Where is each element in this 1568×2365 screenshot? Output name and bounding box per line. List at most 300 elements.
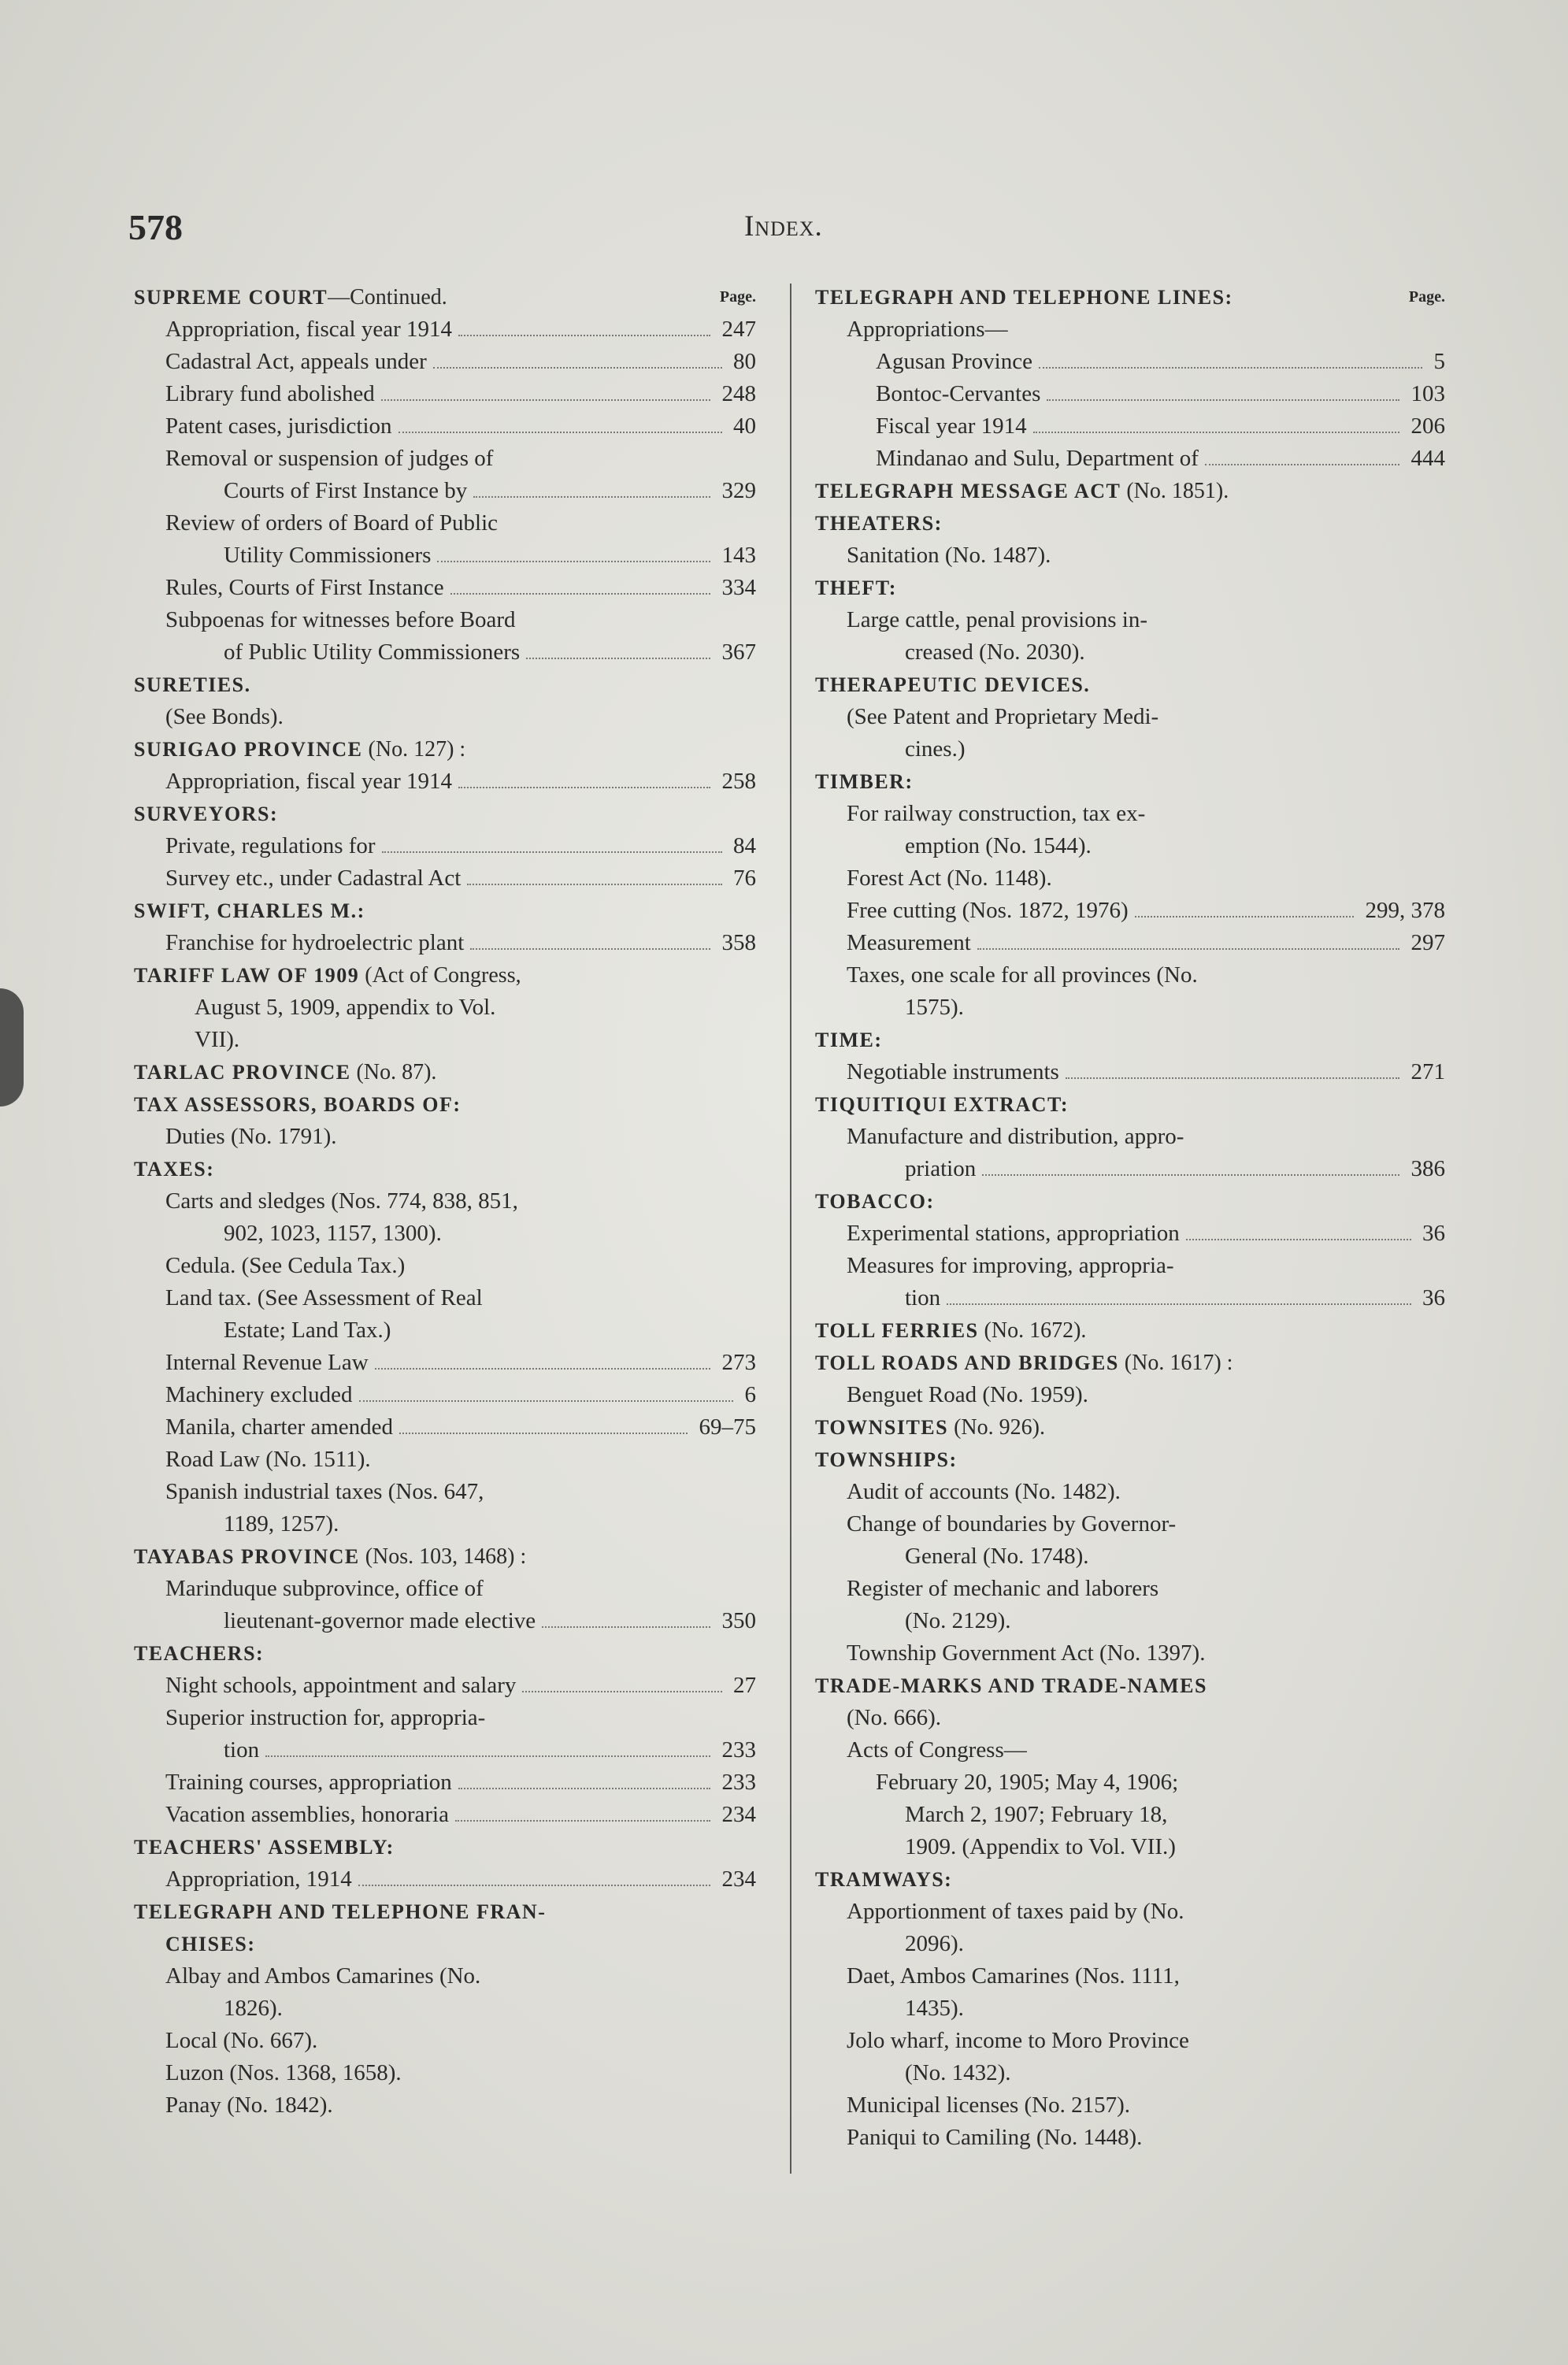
entry-text: Patent cases, jurisdiction [165,413,392,439]
index-entry [134,701,756,733]
index-entry [134,765,756,798]
index-entry [134,1670,756,1702]
heading-note: (No. 1617) : [1118,1351,1233,1375]
entry-text: Appropriation, 1914 [165,1866,352,1892]
entry-text: Sanitation (No. 1487). [847,543,1051,568]
entry-text: 1826). [224,1996,283,2021]
index-entry [134,1734,756,1766]
index-entry [815,346,1445,378]
leader-dots [467,874,722,885]
entry-text: Taxes, one scale for all provinces (No. [847,962,1198,988]
page-reference: 40 [733,413,756,439]
index-heading [134,798,756,830]
page-reference: 27 [733,1673,756,1698]
entry-text: (See Bonds). [165,704,284,729]
entry-text: Manila, charter amended [165,1414,394,1440]
index-entry [134,992,756,1024]
index-entry [134,1218,756,1250]
index-entry [134,1444,756,1476]
leader-dots [358,1875,710,1886]
entry-text: Rules, Courts of First Instance [165,575,444,600]
entry-text: (No. 666). [847,1705,942,1730]
index-entry [134,1573,756,1605]
heading-text: TEACHERS' ASSEMBLY: [134,1836,395,1859]
index-entry [134,636,756,669]
index-entry [815,1573,1445,1605]
index-heading [815,1411,1445,1444]
page-reference: 233 [721,1737,756,1763]
entry-text: Local (No. 667). [165,2028,318,2053]
index-entry [815,862,1445,895]
index-entry [815,378,1445,410]
index-entry [815,1476,1445,1508]
entry-text: Internal Revenue Law [165,1350,369,1375]
page-reference: 273 [721,1350,756,1375]
index-heading [815,1088,1445,1121]
index-heading [134,1928,756,1960]
index-entry [134,507,756,539]
index-entry [815,636,1445,669]
leader-dots [265,1746,710,1757]
leader-dots [381,390,710,401]
page-reference: 36 [1422,1221,1445,1246]
entry-text: Bontoc-Cervantes [876,381,1041,406]
heading-text: TOLL ROADS AND BRIDGES [815,1351,1119,1374]
entry-text: tion [224,1737,260,1763]
index-heading [815,1444,1445,1476]
index-heading [815,765,1445,798]
entry-text: Cedula. (See Cedula Tax.) [165,1253,406,1278]
index-entry [815,1992,1445,2025]
leader-dots [1039,358,1422,369]
entry-text: 2096). [905,1931,964,1956]
index-entry [134,443,756,475]
entry-text: Franchise for hydroelectric plant [165,930,465,955]
heading-text: THERAPEUTIC DEVICES. [815,673,1091,696]
page-reference: 143 [721,543,756,568]
leader-dots [375,1359,710,1370]
index-entry [134,1411,756,1444]
index-heading [134,1056,756,1088]
page-reference: 76 [733,866,756,891]
entry-text: Agusan Province [876,349,1032,374]
page-reference: 299, 378 [1365,898,1445,923]
entry-text: 1189, 1257). [224,1511,339,1537]
heading-note: —Continued. [328,285,447,310]
entry-text: emption (No. 1544). [905,833,1092,858]
page-reference: 358 [721,930,756,955]
entry-text: Panay (No. 1842). [165,2093,333,2118]
entry-text: cines.) [905,736,966,762]
entry-text: (No. 1432). [905,2060,1011,2085]
page-reference: 5 [1433,349,1445,374]
index-entry [815,604,1445,636]
index-entry [815,1831,1445,1863]
index-heading [134,1153,756,1185]
index-entry [815,798,1445,830]
entry-text: Change of boundaries by Governor- [847,1511,1177,1537]
entry-text: priation [905,1156,977,1181]
heading-text: TIME: [815,1029,883,1051]
page-reference: 297 [1410,930,1445,955]
index-entry [815,895,1445,927]
page-reference: 69–75 [699,1414,756,1440]
entry-text: Utility Commissioners [224,543,432,568]
entry-text: Luzon (Nos. 1368, 1658). [165,2060,402,2085]
index-entry [815,1250,1445,1282]
running-head-text: Index. [744,210,823,243]
index-entry [134,378,756,410]
entry-text: Duties (No. 1791). [165,1124,337,1149]
leader-dots [458,777,710,788]
index-entry [134,2057,756,2089]
index-heading [134,1540,756,1573]
index-heading [815,1670,1445,1702]
entry-text: Review of orders of Board of Public [165,510,499,536]
leader-dots [455,1811,710,1822]
entry-text: Measures for improving, appropria- [847,1253,1174,1278]
entry-text: (No. 2129). [905,1608,1011,1633]
index-heading [134,1088,756,1121]
heading-note: (Nos. 103, 1468) : [359,1544,527,1569]
index-heading [815,475,1445,507]
heading-note: (No. 1851). [1121,479,1229,503]
index-entry [134,830,756,862]
index-entry [815,1960,1445,1992]
entry-text: 1435). [905,1996,964,2021]
heading-text: TOWNSITES [815,1416,949,1439]
index-heading [134,281,756,313]
page-reference: 367 [721,639,756,665]
page-reference: 247 [721,317,756,342]
page-reference: 334 [721,575,756,600]
leader-dots [947,1294,1411,1305]
entry-text: Road Law (No. 1511). [165,1447,371,1472]
entry-text: Appropriation, fiscal year 1914 [165,769,453,794]
leader-dots [359,1391,733,1402]
index-heading [815,1185,1445,1218]
index-heading [134,959,756,992]
heading-text: TIQUITIQUI EXTRACT: [815,1093,1069,1116]
leader-dots [398,422,722,433]
page-reference: 233 [721,1770,756,1795]
index-heading [134,1831,756,1863]
leader-dots [470,939,710,950]
heading-text: TAX ASSESSORS, BOARDS OF: [134,1093,462,1116]
entry-text: Municipal licenses (No. 2157). [847,2093,1131,2118]
page-reference: 234 [721,1866,756,1892]
index-entry [134,1960,756,1992]
index-entry [134,2089,756,2122]
index-entry [815,313,1445,346]
entry-text: Estate; Land Tax.) [224,1318,391,1343]
heading-text: SURETIES. [134,673,251,696]
heading-text: TOBACCO: [815,1190,935,1213]
page-number: 578 [128,207,183,247]
heading-text: TELEGRAPH AND TELEPHONE FRAN- [134,1900,547,1923]
page-reference: 248 [721,381,756,406]
index-entry [134,1605,756,1637]
entry-text: Forest Act (No. 1148). [847,866,1052,891]
index-entry [134,313,756,346]
entry-text: of Public Utility Commissioners [224,639,521,665]
leader-dots [399,1423,688,1434]
entry-text: Subpoenas for witnesses before Board [165,607,516,632]
page-edge-blot [0,988,24,1107]
index-entry [815,1605,1445,1637]
leader-dots [473,487,710,498]
entry-text: Mindanao and Sulu, Department of [876,446,1199,471]
index-heading [815,1863,1445,1896]
index-entry [815,1218,1445,1250]
index-entry [815,2025,1445,2057]
leader-dots [542,1617,710,1628]
page-reference: 6 [744,1382,756,1407]
index-entry [815,1928,1445,1960]
index-entry [815,927,1445,959]
entry-text: Superior instruction for, appropria- [165,1705,486,1730]
entry-text: Survey etc., under Cadastral Act [165,866,462,891]
index-heading [815,572,1445,604]
entry-text: Daet, Ambos Camarines (Nos. 1111, [847,1963,1180,1989]
index-entry [134,1347,756,1379]
entry-text: Negotiable instruments [847,1059,1059,1084]
page-reference: 36 [1422,1285,1445,1310]
entry-text: 1575). [905,995,964,1020]
leader-dots [1205,454,1399,465]
entry-text: Appropriation, fiscal year 1914 [165,317,453,342]
index-entry [134,1250,756,1282]
page-reference: 80 [733,349,756,374]
heading-text: TRADE-MARKS AND TRADE-NAMES [815,1674,1207,1697]
index-heading [815,1314,1445,1347]
index-entry [134,346,756,378]
index-entry [815,1153,1445,1185]
index-entry [815,443,1445,475]
column-divider [790,284,791,2174]
entry-text: Vacation assemblies, honoraria [165,1802,449,1827]
heading-text: SURIGAO PROVINCE [134,738,363,761]
entry-text: Removal or suspension of judges of [165,446,494,471]
entry-text: Apportionment of taxes paid by (No. [847,1899,1184,1924]
entry-text: Courts of First Instance by [224,478,468,503]
heading-text: TIMBER: [815,770,914,793]
index-entry [134,1379,756,1411]
entry-text: creased (No. 2030). [905,639,1085,665]
leader-dots [522,1681,722,1692]
index-entry [134,2025,756,2057]
page-reference: 258 [721,769,756,794]
index-heading [815,1024,1445,1056]
entry-text: VII). [195,1027,240,1052]
index-heading [815,669,1445,701]
entry-text: Township Government Act (No. 1397). [847,1640,1206,1666]
page-column-header: Page. [719,288,756,306]
entry-text: Night schools, appointment and salary [165,1673,517,1698]
entry-text: Measurement [847,930,971,955]
heading-note: (No. 926). [948,1415,1045,1440]
page-reference: 84 [733,833,756,858]
leader-dots [433,358,722,369]
entry-text: Appropriations— [847,317,1008,342]
index-heading [815,1347,1445,1379]
page-reference: 444 [1410,446,1445,471]
page-column-header: Page. [1408,288,1445,306]
leader-dots [1033,422,1399,433]
index-entry [134,410,756,443]
entry-text: General (No. 1748). [905,1544,1089,1569]
index-heading [134,1896,756,1928]
heading-text: TOLL FERRIES [815,1319,979,1342]
index-entry [815,701,1445,733]
index-entry [134,1799,756,1831]
index-entry [815,1702,1445,1734]
entry-text: Free cutting (Nos. 1872, 1976) [847,898,1129,923]
index-heading [134,733,756,765]
leader-dots [450,584,710,595]
heading-text: THEATERS: [815,512,943,535]
entry-text: Spanish industrial taxes (Nos. 647, [165,1479,484,1504]
heading-text: TOWNSHIPS: [815,1448,958,1471]
heading-text: SWIFT, CHARLES M.: [134,899,365,922]
heading-text: SURVEYORS: [134,803,279,825]
entry-text: Cadastral Act, appeals under [165,349,427,374]
index-entry [815,1637,1445,1670]
entry-text: February 20, 1905; May 4, 1906; [876,1770,1179,1795]
index-entry [134,572,756,604]
entry-text: 1909. (Appendix to Vol. VII.) [905,1834,1176,1859]
index-entry [134,1121,756,1153]
index-entry [134,1508,756,1540]
entry-text: Library fund abolished [165,381,375,406]
index-entry [815,2057,1445,2089]
running-head [744,209,823,243]
index-entry [815,992,1445,1024]
index-entry [815,1896,1445,1928]
index-entry [134,1282,756,1314]
index-entry [815,1121,1445,1153]
index-entry [134,604,756,636]
index-heading [815,281,1445,313]
heading-text: TELEGRAPH MESSAGE ACT [815,480,1121,502]
index-entry [134,1185,756,1218]
entry-text: Land tax. (See Assessment of Real [165,1285,483,1310]
entry-text: Manufacture and distribution, appro- [847,1124,1184,1149]
entry-text: Experimental stations, appropriation [847,1221,1180,1246]
heading-text: TARIFF LAW OF 1909 [134,964,360,987]
page-reference: 234 [721,1802,756,1827]
entry-text: Large cattle, penal provisions in- [847,607,1147,632]
index-entry [815,733,1445,765]
index-entry [815,2122,1445,2154]
index-entry [815,1056,1445,1088]
leader-dots [458,1778,710,1789]
index-entry [815,539,1445,572]
heading-note: (No. 87). [350,1060,437,1084]
heading-note: (No. 1672). [978,1318,1087,1343]
entry-text: Private, regulations for [165,833,376,858]
leader-dots [437,551,710,562]
entry-text: March 2, 1907; February 18, [905,1802,1168,1827]
heading-note: (No. 127) : [362,737,466,762]
index-entry [815,410,1445,443]
entry-text: Marinduque subprovince, office of [165,1576,484,1601]
entry-text: Audit of accounts (No. 1482). [847,1479,1121,1504]
entry-text: Paniqui to Camiling (No. 1448). [847,2125,1143,2150]
index-entry [815,1540,1445,1573]
entry-text: Jolo wharf, income to Moro Province [847,2028,1189,2053]
page-reference: 103 [1410,381,1445,406]
entry-text: (See Patent and Proprietary Medi- [847,704,1159,729]
page-reference: 206 [1410,413,1445,439]
left-column [134,281,756,2122]
page-reference: 386 [1410,1156,1445,1181]
index-entry [134,927,756,959]
page-reference: 271 [1410,1059,1445,1084]
entry-text: Acts of Congress— [847,1737,1027,1763]
entry-text: August 5, 1909, appendix to Vol. [195,995,496,1020]
heading-text: TAXES: [134,1158,215,1181]
index-entry [815,2089,1445,2122]
index-entry [815,1734,1445,1766]
index-entry [815,1766,1445,1799]
leader-dots [1047,390,1399,401]
entry-text: Training courses, appropriation [165,1770,452,1795]
heading-text: TAYABAS PROVINCE [134,1545,360,1568]
index-entry [815,830,1445,862]
entry-text: Albay and Ambos Camarines (No. [165,1963,481,1989]
heading-text: TARLAC PROVINCE [134,1061,351,1084]
leader-dots [982,1165,1399,1176]
leader-dots [1186,1229,1411,1240]
index-entry [815,959,1445,992]
entry-text: tion [905,1285,941,1310]
index-entry [134,1024,756,1056]
index-entry [134,862,756,895]
entry-text: For railway construction, tax ex- [847,801,1146,826]
right-column [815,281,1445,2154]
entry-text: Register of mechanic and laborers [847,1576,1159,1601]
index-entry [134,1476,756,1508]
leader-dots [526,648,710,659]
entry-text: Fiscal year 1914 [876,413,1027,439]
index-heading [134,669,756,701]
leader-dots [458,325,710,336]
entry-text: lieutenant-governor made elective [224,1608,536,1633]
index-entry [815,1799,1445,1831]
index-entry [134,1702,756,1734]
heading-text: TELEGRAPH AND TELEPHONE LINES: [815,286,1233,309]
index-entry [134,1314,756,1347]
index-entry [134,1992,756,2025]
entry-text: Machinery excluded [165,1382,353,1407]
index-heading [134,895,756,927]
index-entry [815,1508,1445,1540]
leader-dots [1135,906,1354,917]
index-entry [815,1379,1445,1411]
index-entry [134,539,756,572]
index-heading [815,507,1445,539]
entry-text: 902, 1023, 1157, 1300). [224,1221,442,1246]
heading-text: THEFT: [815,576,897,599]
index-heading [134,1637,756,1670]
heading-text: CHISES: [165,1933,256,1955]
heading-note: (Act of Congress, [359,963,521,988]
entry-text: Benguet Road (No. 1959). [847,1382,1088,1407]
page-reference: 329 [721,478,756,503]
index-entry [134,1766,756,1799]
leader-dots [977,939,1399,950]
